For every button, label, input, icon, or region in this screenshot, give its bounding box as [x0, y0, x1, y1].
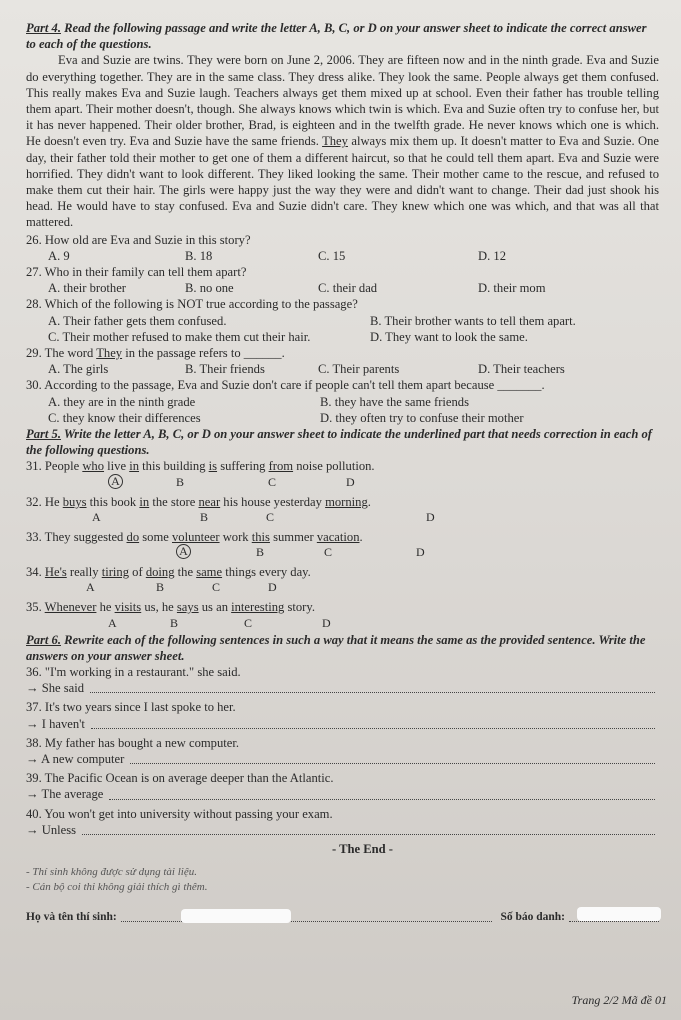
rewrite-question-36: 36. "I'm working in a restaurant." she said.: [26, 664, 241, 679]
letter-b: B: [176, 474, 185, 489]
letter-a: A: [108, 474, 123, 489]
underlined-part: in: [129, 459, 140, 474]
question-26: [26, 232, 659, 248]
sentence-text: summer: [269, 529, 317, 544]
letter-a: A: [176, 544, 191, 559]
letter-b: B: [156, 580, 165, 595]
option-d: D. their mom: [478, 281, 546, 296]
option-d: D. Their teachers: [478, 362, 565, 377]
underlined-part: volunteer: [172, 529, 220, 544]
sentence-text: this building: [139, 459, 209, 474]
underlined-part: doing: [145, 565, 175, 580]
sentence-text: things every day.: [222, 565, 311, 580]
option-a: A. The girls: [48, 362, 109, 377]
rewrite-start: → She said: [26, 681, 85, 696]
redaction-bar: [181, 909, 291, 923]
question-30-options-ab: [26, 394, 659, 410]
underlined-part: in: [139, 494, 150, 509]
page-footer: Trang 2/2 Mã đề 01: [571, 992, 667, 1007]
rewrite-question-40: 40. You won't get into university without passing your exam.: [26, 806, 333, 821]
underlined-part: is: [208, 459, 218, 474]
question-26-stem: 26. How old are Eva and Suzie in this story?: [26, 232, 251, 247]
option-d: D. they often try to confuse their mother: [320, 410, 524, 425]
answer-blank: [109, 798, 655, 800]
option-a: A. they are in the ninth grade: [48, 394, 196, 409]
error-question-33: [26, 529, 659, 545]
end-marker: - The End -: [331, 841, 393, 856]
letter-b: B: [256, 545, 265, 560]
sentence-text: suffering: [217, 459, 269, 474]
sentence-text: us an: [198, 600, 232, 615]
letter-d: D: [426, 509, 435, 524]
question-26-options: [26, 248, 659, 264]
letter-b: B: [200, 509, 209, 524]
sentence-text: noise pollution.: [293, 459, 375, 474]
question-29-options: [26, 361, 659, 377]
rewrite-answer-line-40: [26, 822, 659, 838]
question-27-stem: 27. Who in their family can tell them apart?: [26, 265, 247, 280]
error-question-35: [26, 599, 659, 615]
option-c: C. Their parents: [318, 362, 400, 377]
part5-heading: [26, 426, 659, 458]
sentence-text: really: [66, 565, 102, 580]
sentence-text: this book: [86, 494, 140, 509]
rewrite-answer-line-36: [26, 680, 659, 696]
option-c: C. their dad: [318, 281, 378, 296]
error-letters-35: [26, 616, 659, 630]
passage-text-1: Eva and Suzie are twins. They were born on June 2, 2006. They are fifteen now and in the ninth grade. Eva and Suzie do everything together. They are in the same class. They dress alike. They look the same. People always get them confused. This really makes Eva and Suzie laugh. Teachers always get them mixed up at school. Even their father has trouble telling them apart. Their mother doesn't, though. She always knows which twin is which. Eva and Suzie often try to confuse her, but it has never happened. Their older brother, Brad, is eighteen and in the twelfth grade. He never knows which one is which. He doesn't even try. Eva and Suzie have the same friends.: [26, 53, 659, 149]
question-30: [26, 377, 659, 393]
letter-b: B: [170, 615, 179, 630]
option-c: C. they know their differences: [48, 410, 201, 425]
sentence-text: 34.: [26, 565, 45, 580]
sentence-text: the: [174, 565, 197, 580]
sentence-text: story.: [284, 600, 315, 615]
sentence-text: of: [129, 565, 146, 580]
option-d: D. They want to look the same.: [370, 329, 528, 344]
error-letters-34: [26, 580, 659, 594]
candidate-name-label: Họ và tên thí sinh:: [26, 911, 117, 924]
option-b: B. 18: [185, 248, 213, 263]
option-c: C. 15: [318, 248, 346, 263]
underlined-part: tiring: [101, 565, 130, 580]
rewrite-answer-line-38: [26, 751, 659, 767]
question-28-options-cd: [26, 329, 659, 345]
question-27: [26, 264, 659, 280]
letter-c: C: [324, 545, 333, 560]
note-1: - Thí sinh không được sử dụng tài liệu.: [26, 866, 197, 879]
letter-d: D: [268, 580, 277, 595]
rewrite-question-38: 38. My father has bought a new computer.: [26, 735, 239, 750]
rewrite-question-39: 39. The Pacific Ocean is on average deeper than the Atlantic.: [26, 771, 334, 786]
reading-passage: [26, 52, 659, 230]
letter-c: C: [244, 615, 253, 630]
question-27-options: [26, 280, 659, 296]
part6-heading: [26, 632, 659, 664]
rewrite-start: → Unless: [26, 822, 77, 837]
sentence-text: us, he: [141, 600, 177, 615]
passage-word-they: They: [322, 134, 348, 149]
note-2: - Cán bộ coi thi không giải thích gì thêm.: [26, 881, 208, 894]
letter-c: C: [266, 509, 275, 524]
option-b: B. they have the same friends: [320, 394, 469, 409]
underlined-part: interesting: [231, 600, 285, 615]
option-a: A. 9: [48, 248, 70, 263]
part6-instruction: Rewrite each of the following sentences in such a way that it means the same as the provided sentence. Write the answers on your answer sheet.: [26, 632, 646, 663]
candidate-name-line: [121, 909, 493, 922]
letter-a: A: [86, 580, 95, 595]
sentence-text: live: [104, 459, 130, 474]
part4-number: Part 4.: [26, 21, 61, 35]
part6-number: Part 6.: [26, 632, 61, 647]
option-b: B. Their friends: [185, 362, 265, 377]
sentence-text: his house yesterday: [220, 494, 326, 509]
passage-text-2: always mix them up. It doesn't matter to Eva and Suzie. One day, their father told their mother to get one of them a different haircut, so that he could tell them apart. Eva and Suzie were horrified. They didn't want to look different. They liked looking the same. Their mother came to the rescue, and refused to make them cut their hair. The girls were happy just the way they were and didn't want to change. Their dad just shook his head. He would have to stay confused. Eva and Suzie didn't care. They knew which one was which, and that was all that mattered.: [26, 134, 659, 230]
underlined-part: vacation: [316, 529, 360, 544]
part5-number: Part 5.: [26, 427, 61, 442]
candidate-id-label: Số báo danh:: [500, 911, 565, 924]
question-28-stem: 28. Which of the following is NOT true according to the passage?: [26, 297, 358, 312]
question-28-options-ab: [26, 313, 659, 329]
sentence-text: he: [96, 600, 115, 615]
letter-d: D: [346, 474, 355, 489]
option-c: C. Their mother refused to make them cut their hair.: [48, 329, 311, 344]
letter-d: D: [416, 545, 425, 560]
redaction-bar: [577, 907, 661, 921]
error-letters-33: [26, 545, 659, 559]
option-a: A. their brother: [48, 281, 126, 296]
letter-c: C: [268, 474, 277, 489]
letter-c: C: [212, 580, 221, 595]
question-29-stem-post: in the passage refers to ______.: [122, 346, 285, 361]
question-29-word: They: [96, 346, 123, 361]
error-question-34: [26, 564, 659, 580]
sentence-text: the store: [149, 494, 199, 509]
letter-a: A: [92, 509, 101, 524]
error-letters-31: [26, 475, 659, 489]
error-question-32: [26, 494, 659, 510]
sentence-text: 35.: [26, 600, 45, 615]
signature-row: [26, 909, 659, 925]
sentence-text: 33. They suggested: [26, 529, 127, 544]
sentence-text: some: [139, 529, 172, 544]
sentence-text: .: [367, 494, 371, 509]
underlined-part: He's: [44, 565, 67, 580]
underlined-part: near: [198, 494, 221, 509]
rewrite-question-37: 37. It's two years since I last spoke to her.: [26, 700, 236, 715]
rewrite-answer-line-39: [26, 786, 659, 802]
underlined-part: buys: [62, 494, 87, 509]
underlined-part: Whenever: [44, 600, 97, 615]
underlined-part: says: [176, 600, 199, 615]
sentence-text: 31. People: [26, 459, 83, 474]
sentence-text: 32. He: [26, 494, 63, 509]
answer-blank: [90, 691, 655, 693]
sentence-text: .: [359, 529, 363, 544]
option-b: B. no one: [185, 281, 234, 296]
underlined-part: do: [126, 529, 140, 544]
answer-blank: [91, 727, 655, 729]
option-a: A. Their father gets them confused.: [48, 313, 227, 328]
underlined-part: visits: [114, 600, 142, 615]
question-28: [26, 296, 659, 312]
rewrite-start: → A new computer: [26, 751, 125, 766]
question-29-stem-pre: 29. The word: [26, 346, 97, 361]
question-30-options-cd: [26, 410, 659, 426]
part4-instruction: Read the following passage and write the letter A, B, C, or D on your answer sheet to indicate the correct answer to each of the questions.: [26, 21, 647, 52]
underlined-part: who: [82, 459, 105, 474]
underlined-part: morning: [325, 494, 368, 509]
part4-heading: [26, 20, 659, 52]
error-letters-32: [26, 510, 659, 524]
error-question-31: [26, 458, 659, 474]
option-d: D. 12: [478, 248, 506, 263]
rewrite-start: → I haven't: [26, 716, 85, 731]
answer-blank: [82, 833, 655, 835]
question-29: [26, 345, 659, 361]
rewrite-start: → The average: [26, 787, 104, 802]
option-b: B. Their brother wants to tell them apart.: [370, 313, 576, 328]
rewrite-answer-line-37: [26, 716, 659, 732]
question-30-stem: 30. According to the passage, Eva and Suzie don't care if people can't tell them apart because _______.: [26, 378, 545, 393]
answer-blank: [130, 762, 655, 764]
candidate-id-line: [569, 909, 659, 922]
sentence-text: work: [219, 529, 252, 544]
underlined-part: this: [251, 529, 270, 544]
underlined-part: same: [196, 565, 223, 580]
letter-a: A: [108, 615, 117, 630]
letter-d: D: [322, 615, 331, 630]
part5-instruction: Write the letter A, B, C, or D on your answer sheet to indicate the underlined part that needs correction in each of the following questions.: [26, 427, 652, 458]
underlined-part: from: [268, 459, 294, 474]
